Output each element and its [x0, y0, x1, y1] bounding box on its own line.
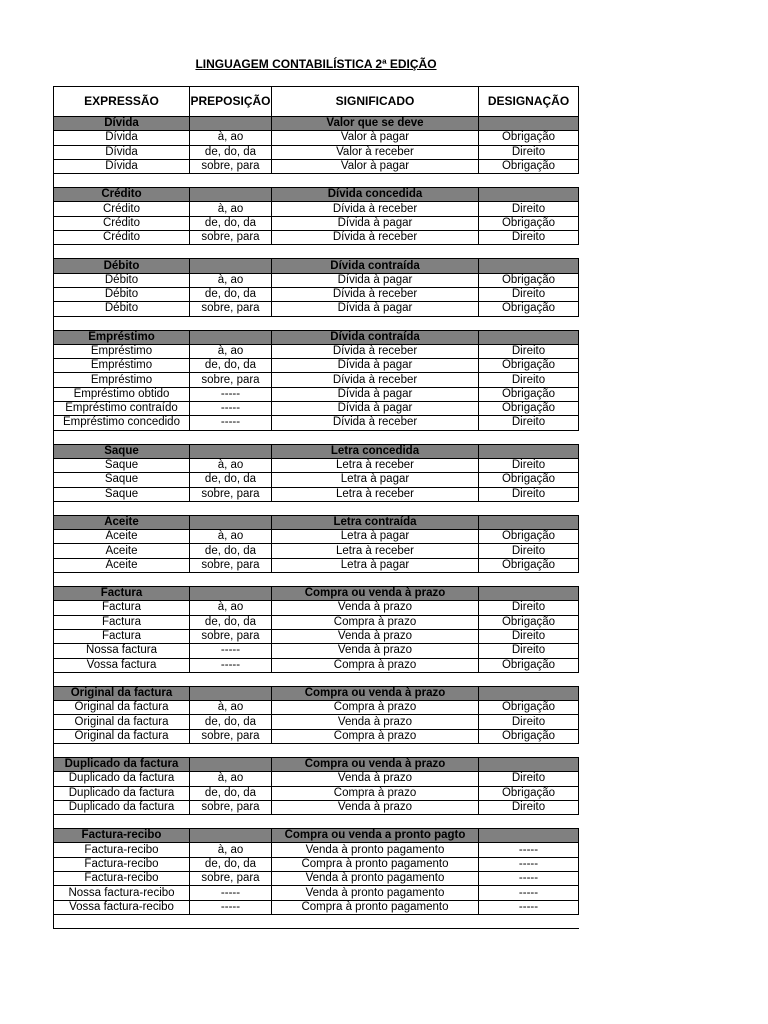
- designation-cell: Direito: [479, 487, 579, 501]
- expression-cell: Original da factura: [54, 715, 190, 729]
- spacer-row: [54, 573, 579, 587]
- table-row: [54, 900, 579, 914]
- table-row: [54, 273, 579, 287]
- expression-cell: Original da factura: [54, 701, 190, 715]
- spacer-cell: [272, 914, 479, 928]
- table-row: [54, 544, 579, 558]
- designation-cell: Direito: [479, 601, 579, 615]
- meaning-cell: Compra à prazo: [272, 658, 479, 672]
- preposition-cell: de, do, da: [190, 287, 272, 301]
- group-meaning: Valor que se deve: [272, 117, 479, 131]
- expression-cell: Original da factura: [54, 729, 190, 743]
- designation-cell: Direito: [479, 544, 579, 558]
- meaning-cell: Dívida à pagar: [272, 273, 479, 287]
- designation-cell: Direito: [479, 800, 579, 814]
- group-designation-empty: [479, 686, 579, 700]
- expression-cell: Factura-recibo: [54, 857, 190, 871]
- title-text: LINGUAGEM CONTABILÍSTICA 2ª EDIÇÃO: [195, 57, 437, 71]
- expression-cell: Factura-recibo: [54, 872, 190, 886]
- spacer-cell: [272, 245, 479, 259]
- meaning-cell: Venda à prazo: [272, 772, 479, 786]
- group-designation-empty: [479, 117, 579, 131]
- group-meaning: Compra ou venda a pronto pagto: [272, 829, 479, 843]
- table-row: [54, 131, 579, 145]
- spacer-row: [54, 815, 579, 829]
- meaning-cell: Letra à pagar: [272, 558, 479, 572]
- designation-cell: Obrigação: [479, 558, 579, 572]
- meaning-cell: Venda à prazo: [272, 644, 479, 658]
- spacer-cell: [272, 174, 479, 188]
- spacer-cell: [190, 174, 272, 188]
- expression-cell: Empréstimo: [54, 359, 190, 373]
- spacer-cell: [479, 430, 579, 444]
- meaning-cell: Venda à pronto pagamento: [272, 843, 479, 857]
- meaning-cell: Venda à prazo: [272, 601, 479, 615]
- group-designation-empty: [479, 188, 579, 202]
- group-designation-empty: [479, 444, 579, 458]
- designation-cell: Obrigação: [479, 216, 579, 230]
- terms-table-body: [54, 87, 579, 929]
- spacer-cell: [272, 815, 479, 829]
- expression-cell: Vossa factura: [54, 658, 190, 672]
- spacer-cell: [272, 501, 479, 515]
- group-expression: Duplicado da factura: [54, 757, 190, 771]
- table-row: [54, 458, 579, 472]
- table-row: [54, 629, 579, 643]
- meaning-cell: Letra à receber: [272, 458, 479, 472]
- table-row: [54, 373, 579, 387]
- meaning-cell: Dívida à receber: [272, 344, 479, 358]
- preposition-cell: de, do, da: [190, 359, 272, 373]
- spacer-cell: [54, 245, 190, 259]
- group-header-row: [54, 444, 579, 458]
- group-preposition-empty: [190, 686, 272, 700]
- group-header-row: [54, 330, 579, 344]
- expression-cell: Empréstimo concedido: [54, 416, 190, 430]
- group-designation-empty: [479, 587, 579, 601]
- group-expression: Aceite: [54, 515, 190, 529]
- group-header-row: [54, 259, 579, 273]
- group-meaning: Compra ou venda à prazo: [272, 686, 479, 700]
- spacer-row: [54, 743, 579, 757]
- preposition-cell: -----: [190, 658, 272, 672]
- page-title: [54, 56, 578, 72]
- table-row: [54, 843, 579, 857]
- preposition-cell: à, ao: [190, 202, 272, 216]
- preposition-cell: à, ao: [190, 772, 272, 786]
- table-row: [54, 402, 579, 416]
- spacer-cell: [54, 174, 190, 188]
- spacer-cell: [190, 430, 272, 444]
- spacer-cell: [479, 914, 579, 928]
- designation-cell: Direito: [479, 772, 579, 786]
- designation-cell: Obrigação: [479, 387, 579, 401]
- expression-cell: Débito: [54, 302, 190, 316]
- spacer-cell: [190, 245, 272, 259]
- spacer-cell: [272, 316, 479, 330]
- spacer-row: [54, 245, 579, 259]
- expression-cell: Duplicado da factura: [54, 800, 190, 814]
- preposition-cell: de, do, da: [190, 715, 272, 729]
- designation-cell: Obrigação: [479, 473, 579, 487]
- meaning-cell: Dívida à receber: [272, 231, 479, 245]
- preposition-cell: à, ao: [190, 701, 272, 715]
- preposition-cell: de, do, da: [190, 857, 272, 871]
- meaning-cell: Dívida à pagar: [272, 216, 479, 230]
- table-row: [54, 473, 579, 487]
- meaning-cell: Venda à pronto pagamento: [272, 872, 479, 886]
- group-meaning: Dívida contraída: [272, 330, 479, 344]
- spacer-cell: [190, 316, 272, 330]
- group-meaning: Letra contraída: [272, 515, 479, 529]
- group-meaning: Dívida contraída: [272, 259, 479, 273]
- meaning-cell: Venda à pronto pagamento: [272, 886, 479, 900]
- expression-cell: Saque: [54, 458, 190, 472]
- designation-cell: Direito: [479, 373, 579, 387]
- meaning-cell: Compra à prazo: [272, 786, 479, 800]
- meaning-cell: Letra à pagar: [272, 473, 479, 487]
- spacer-cell: [54, 430, 190, 444]
- spacer-cell: [272, 430, 479, 444]
- terms-table: [53, 86, 579, 929]
- spacer-cell: [272, 743, 479, 757]
- group-designation-empty: [479, 757, 579, 771]
- spacer-row: [54, 672, 579, 686]
- expression-cell: Dívida: [54, 131, 190, 145]
- expression-cell: Débito: [54, 273, 190, 287]
- preposition-cell: sobre, para: [190, 231, 272, 245]
- designation-cell: Obrigação: [479, 701, 579, 715]
- table-row: [54, 145, 579, 159]
- expression-cell: Nossa factura: [54, 644, 190, 658]
- designation-cell: Direito: [479, 287, 579, 301]
- group-preposition-empty: [190, 757, 272, 771]
- expression-cell: Duplicado da factura: [54, 772, 190, 786]
- spacer-cell: [272, 573, 479, 587]
- preposition-cell: sobre, para: [190, 302, 272, 316]
- preposition-cell: de, do, da: [190, 786, 272, 800]
- expression-cell: Crédito: [54, 216, 190, 230]
- table-row: [54, 487, 579, 501]
- designation-cell: Direito: [479, 231, 579, 245]
- preposition-cell: -----: [190, 402, 272, 416]
- preposition-cell: sobre, para: [190, 872, 272, 886]
- group-preposition-empty: [190, 829, 272, 843]
- preposition-cell: de, do, da: [190, 216, 272, 230]
- designation-cell: Obrigação: [479, 786, 579, 800]
- meaning-cell: Compra à pronto pagamento: [272, 900, 479, 914]
- designation-cell: -----: [479, 843, 579, 857]
- table-row: [54, 701, 579, 715]
- group-preposition-empty: [190, 188, 272, 202]
- spacer-cell: [190, 815, 272, 829]
- spacer-cell: [479, 316, 579, 330]
- spacer-row: [54, 501, 579, 515]
- group-preposition-empty: [190, 515, 272, 529]
- spacer-cell: [190, 672, 272, 686]
- preposition-cell: sobre, para: [190, 159, 272, 173]
- meaning-cell: Venda à prazo: [272, 629, 479, 643]
- preposition-cell: -----: [190, 886, 272, 900]
- spacer-cell: [54, 316, 190, 330]
- designation-cell: Obrigação: [479, 402, 579, 416]
- table-row: [54, 872, 579, 886]
- expression-cell: Factura: [54, 629, 190, 643]
- expression-cell: Duplicado da factura: [54, 786, 190, 800]
- group-preposition-empty: [190, 259, 272, 273]
- table-row: [54, 231, 579, 245]
- preposition-cell: sobre, para: [190, 800, 272, 814]
- expression-cell: Factura-recibo: [54, 843, 190, 857]
- designation-cell: Obrigação: [479, 530, 579, 544]
- table-row: [54, 558, 579, 572]
- designation-cell: Direito: [479, 715, 579, 729]
- group-meaning: Compra ou venda à prazo: [272, 587, 479, 601]
- expression-cell: Empréstimo: [54, 344, 190, 358]
- preposition-cell: sobre, para: [190, 487, 272, 501]
- preposition-cell: à, ao: [190, 601, 272, 615]
- designation-cell: Obrigação: [479, 273, 579, 287]
- meaning-cell: Dívida à pagar: [272, 387, 479, 401]
- designation-cell: Obrigação: [479, 359, 579, 373]
- expression-cell: Dívida: [54, 145, 190, 159]
- meaning-cell: Compra à prazo: [272, 729, 479, 743]
- table-row: [54, 786, 579, 800]
- spacer-cell: [54, 743, 190, 757]
- spacer-cell: [479, 245, 579, 259]
- col-header-preposicao: PREPOSIÇÃO: [190, 87, 272, 117]
- table-row: [54, 159, 579, 173]
- spacer-row: [54, 430, 579, 444]
- preposition-cell: de, do, da: [190, 145, 272, 159]
- preposition-cell: -----: [190, 900, 272, 914]
- meaning-cell: Valor à receber: [272, 145, 479, 159]
- expression-cell: Aceite: [54, 530, 190, 544]
- table-row: [54, 302, 579, 316]
- preposition-cell: -----: [190, 387, 272, 401]
- spacer-cell: [190, 501, 272, 515]
- spacer-row: [54, 914, 579, 928]
- spacer-cell: [479, 743, 579, 757]
- group-preposition-empty: [190, 587, 272, 601]
- group-preposition-empty: [190, 444, 272, 458]
- col-header-expressao: EXPRESSÃO: [54, 87, 190, 117]
- spacer-cell: [54, 672, 190, 686]
- group-designation-empty: [479, 515, 579, 529]
- table-row: [54, 416, 579, 430]
- expression-cell: Crédito: [54, 231, 190, 245]
- designation-cell: Direito: [479, 344, 579, 358]
- expression-cell: Factura: [54, 601, 190, 615]
- preposition-cell: à, ao: [190, 843, 272, 857]
- spacer-row: [54, 174, 579, 188]
- meaning-cell: Compra à pronto pagamento: [272, 857, 479, 871]
- expression-cell: Débito: [54, 287, 190, 301]
- expression-cell: Vossa factura-recibo: [54, 900, 190, 914]
- meaning-cell: Letra à pagar: [272, 530, 479, 544]
- group-meaning: Compra ou venda à prazo: [272, 757, 479, 771]
- expression-cell: Saque: [54, 473, 190, 487]
- designation-cell: Direito: [479, 202, 579, 216]
- designation-cell: Obrigação: [479, 729, 579, 743]
- meaning-cell: Venda à prazo: [272, 800, 479, 814]
- meaning-cell: Dívida à receber: [272, 373, 479, 387]
- spacer-cell: [54, 914, 190, 928]
- header-row: [54, 87, 579, 117]
- meaning-cell: Dívida à receber: [272, 287, 479, 301]
- meaning-cell: Letra à receber: [272, 487, 479, 501]
- meaning-cell: Valor à pagar: [272, 159, 479, 173]
- spacer-cell: [479, 672, 579, 686]
- designation-cell: -----: [479, 857, 579, 871]
- group-expression: Crédito: [54, 188, 190, 202]
- col-header-significado: SIGNIFICADO: [272, 87, 479, 117]
- preposition-cell: à, ao: [190, 273, 272, 287]
- designation-cell: Obrigação: [479, 658, 579, 672]
- designation-cell: Direito: [479, 629, 579, 643]
- designation-cell: Direito: [479, 145, 579, 159]
- group-expression: Factura-recibo: [54, 829, 190, 843]
- spacer-cell: [54, 815, 190, 829]
- meaning-cell: Letra à receber: [272, 544, 479, 558]
- table-row: [54, 772, 579, 786]
- table-row: [54, 800, 579, 814]
- table-row: [54, 615, 579, 629]
- group-preposition-empty: [190, 330, 272, 344]
- group-designation-empty: [479, 829, 579, 843]
- group-header-row: [54, 829, 579, 843]
- spacer-cell: [190, 573, 272, 587]
- expression-cell: Saque: [54, 487, 190, 501]
- preposition-cell: de, do, da: [190, 544, 272, 558]
- meaning-cell: Dívida à pagar: [272, 302, 479, 316]
- table-row: [54, 202, 579, 216]
- table-row: [54, 715, 579, 729]
- group-expression: Saque: [54, 444, 190, 458]
- designation-cell: Direito: [479, 416, 579, 430]
- group-header-row: [54, 188, 579, 202]
- preposition-cell: sobre, para: [190, 629, 272, 643]
- group-expression: Empréstimo: [54, 330, 190, 344]
- designation-cell: -----: [479, 886, 579, 900]
- expression-cell: Crédito: [54, 202, 190, 216]
- preposition-cell: sobre, para: [190, 729, 272, 743]
- table-row: [54, 601, 579, 615]
- designation-cell: Direito: [479, 644, 579, 658]
- preposition-cell: à, ao: [190, 530, 272, 544]
- table-row: [54, 857, 579, 871]
- spacer-cell: [54, 501, 190, 515]
- expression-cell: Empréstimo: [54, 373, 190, 387]
- designation-cell: Obrigação: [479, 131, 579, 145]
- table-row: [54, 359, 579, 373]
- meaning-cell: Dívida à receber: [272, 202, 479, 216]
- group-expression: Factura: [54, 587, 190, 601]
- group-expression: Dívida: [54, 117, 190, 131]
- spacer-cell: [479, 573, 579, 587]
- group-designation-empty: [479, 259, 579, 273]
- designation-cell: Obrigação: [479, 615, 579, 629]
- expression-cell: Empréstimo obtido: [54, 387, 190, 401]
- spacer-cell: [479, 174, 579, 188]
- expression-cell: Empréstimo contraído: [54, 402, 190, 416]
- expression-cell: Dívida: [54, 159, 190, 173]
- meaning-cell: Dívida à pagar: [272, 402, 479, 416]
- table-row: [54, 729, 579, 743]
- group-header-row: [54, 117, 579, 131]
- spacer-cell: [54, 573, 190, 587]
- meaning-cell: Valor à pagar: [272, 131, 479, 145]
- expression-cell: Aceite: [54, 558, 190, 572]
- meaning-cell: Compra à prazo: [272, 615, 479, 629]
- table-row: [54, 387, 579, 401]
- expression-cell: Aceite: [54, 544, 190, 558]
- preposition-cell: à, ao: [190, 458, 272, 472]
- spacer-cell: [190, 914, 272, 928]
- meaning-cell: Dívida à receber: [272, 416, 479, 430]
- group-header-row: [54, 686, 579, 700]
- group-designation-empty: [479, 330, 579, 344]
- designation-cell: Direito: [479, 458, 579, 472]
- spacer-cell: [479, 501, 579, 515]
- table-row: [54, 344, 579, 358]
- preposition-cell: à, ao: [190, 344, 272, 358]
- preposition-cell: à, ao: [190, 131, 272, 145]
- group-header-row: [54, 757, 579, 771]
- table-row: [54, 287, 579, 301]
- group-expression: Original da factura: [54, 686, 190, 700]
- table-row: [54, 644, 579, 658]
- designation-cell: Obrigação: [479, 159, 579, 173]
- preposition-cell: -----: [190, 644, 272, 658]
- meaning-cell: Compra à prazo: [272, 701, 479, 715]
- group-header-row: [54, 587, 579, 601]
- table-row: [54, 886, 579, 900]
- table-row: [54, 216, 579, 230]
- meaning-cell: Venda à prazo: [272, 715, 479, 729]
- designation-cell: -----: [479, 872, 579, 886]
- table-row: [54, 530, 579, 544]
- group-preposition-empty: [190, 117, 272, 131]
- preposition-cell: sobre, para: [190, 373, 272, 387]
- preposition-cell: -----: [190, 416, 272, 430]
- group-expression: Débito: [54, 259, 190, 273]
- spacer-cell: [272, 672, 479, 686]
- col-header-designacao: DESIGNAÇÃO: [479, 87, 579, 117]
- designation-cell: -----: [479, 900, 579, 914]
- spacer-cell: [190, 743, 272, 757]
- preposition-cell: de, do, da: [190, 615, 272, 629]
- table-row: [54, 658, 579, 672]
- designation-cell: Obrigação: [479, 302, 579, 316]
- expression-cell: Nossa factura-recibo: [54, 886, 190, 900]
- preposition-cell: sobre, para: [190, 558, 272, 572]
- spacer-row: [54, 316, 579, 330]
- group-meaning: Dívida concedida: [272, 188, 479, 202]
- group-header-row: [54, 515, 579, 529]
- accounting-language-sheet: [53, 86, 578, 929]
- meaning-cell: Dívida à pagar: [272, 359, 479, 373]
- group-meaning: Letra concedida: [272, 444, 479, 458]
- preposition-cell: de, do, da: [190, 473, 272, 487]
- spacer-cell: [479, 815, 579, 829]
- expression-cell: Factura: [54, 615, 190, 629]
